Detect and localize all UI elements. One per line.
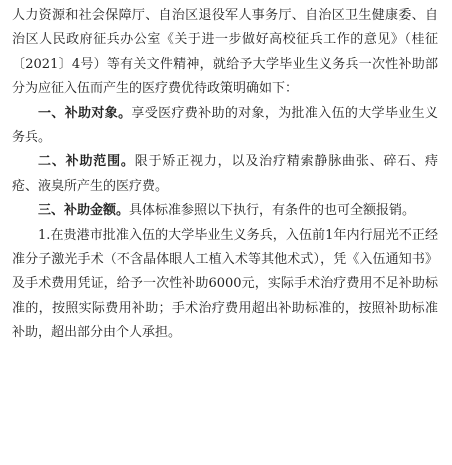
section-amount [12,199,438,223]
intro-paragraph: 人力资源和社会保障厅、自治区退役军人事务厅、自治区卫生健康委、自治区人民政府征兵办公室《关于进一步做好高校征兵工作的意见》（桂征〔2021〕4号）等有关文件精神，就给予大学毕业生义务兵一次性补助部分为应征入伍而产生的医疗费优待政策明确如下： [12,8,438,97]
section-recipients [12,102,438,151]
item-1-paragraph: 1.在贵港市批准入伍的大学毕业生义务兵，入伍前1年内行屈光不正经准分子激光手术（不含晶体眼人工植入术等其他术式），凭《入伍通知书》及手术费用凭证，给予一次性补助6000元，实际手术治疗费用不足补助标准的，按照实际费用补助；手术治疗费用超出补助标准的，按照补助标准补助，超出部分由个人承担。 [12,227,438,341]
section-scope [12,150,438,199]
section-heading-scope: 二、补助范围。 [38,154,135,170]
section-body-amount: 具体标准参照以下执行，有条件的也可全额报销。 [129,203,416,219]
section-body-recipients: 享受医疗费补助的对象，为批准入伍的大学毕业生义务兵。 [12,105,438,146]
section-heading-amount: 三、补助金额。 [38,203,130,219]
section-body-scope: 限于矫正视力，以及治疗精索静脉曲张、碎石、痔疮、液臭所产生的医疗费。 [12,154,438,194]
section-heading-recipients: 一、补助对象。 [38,105,132,121]
